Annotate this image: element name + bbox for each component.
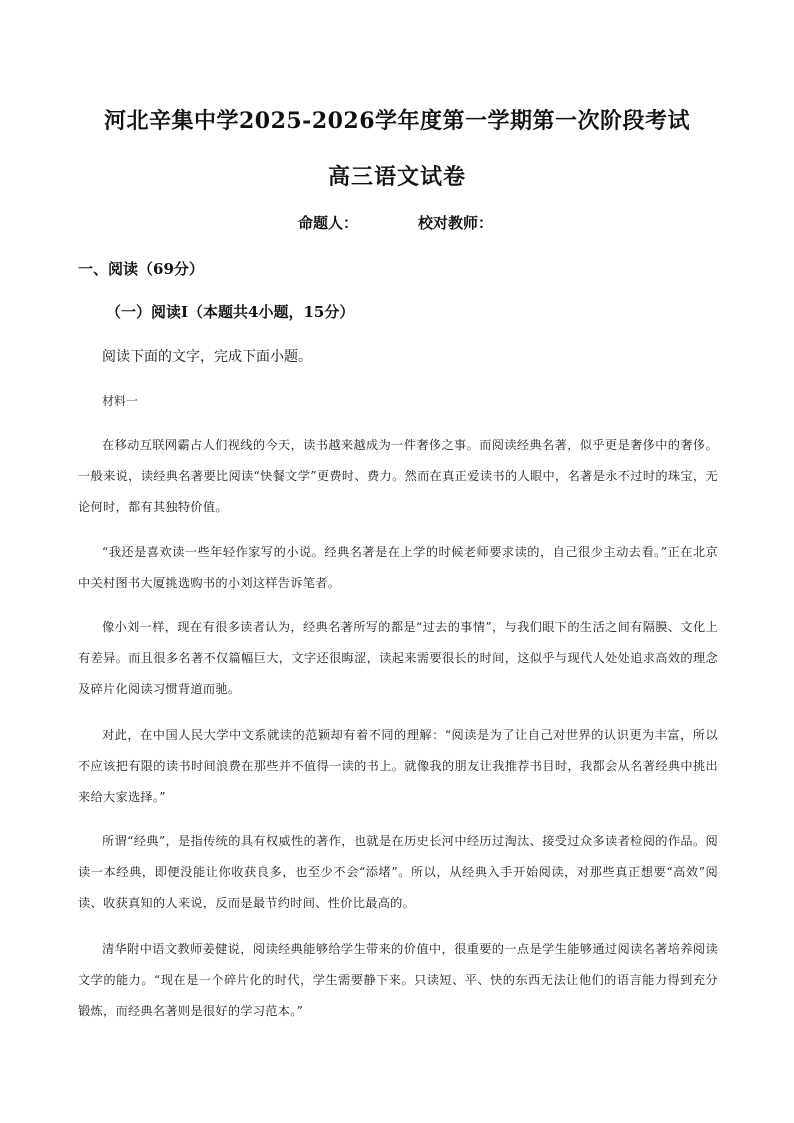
instruction-text: 阅读下面的文字，完成下面小题。: [102, 349, 312, 365]
exam-subtitle: 高三语文试卷: [327, 164, 466, 190]
paragraph-4: 对此，在中国人民大学中文系就读的范颖却有着不同的理解：“阅读是为了让自己对世界的认识更为丰富，所以不应该把有限的读书时间浪费在那些并不值得一读的书上。就像我的朋友让我推荐书目时，我都会从名著经典中挑出来给大家选择。”: [78, 728, 718, 804]
paragraph-3: 像小刘一样，现在有很多读者认为，经典名著所写的都是“过去的事情”，与我们眼下的生活之间有隔膜、文化上有差异。而且很多名著不仅篇幅巨大，文字还很晦涩，读起来需要很长的时间，这似乎与现代人处处追求高效的理念及碎片化阅读习惯背道而驰。: [78, 620, 718, 696]
exam-title: 河北辛集中学2025-2026学年度第一学期第一次阶段考试: [103, 108, 691, 134]
section-subheading: （一）阅读Ⅰ（本题共4小题，15分）: [106, 303, 355, 321]
paragraph-5: 所谓“经典”，是指传统的具有权威性的著作，也就是在历史长河中经历过淘汰、接受过众多读者检阅的作品。阅读一本经典，即便没能让你收获良多，也至少不会“添堵”。所以，从经典入手开始阅读，对那些真正想要“高效”阅读、收获真知的人来说，反而是最节约时间、性价比最高的。: [78, 834, 718, 910]
setter-label: 命题人：: [298, 214, 359, 232]
paragraph-6: 清华附中语文教师姜健说，阅读经典能够给学生带来的价值中，很重要的一点是学生能够通过阅读名著培养阅读文学的能力。“现在是一个碎片化的时代，学生需要静下来。只读短、平、快的东西无法让他们的语言能力得到充分锻炼，而经典名著则是很好的学习范本。”: [78, 942, 718, 1018]
material-label: 材料一: [102, 394, 139, 408]
paragraph-2: “我还是喜欢读一些年轻作家写的小说。经典名著是在上学的时候老师要求读的，自己很少主动去看。”正在北京中关村图书大厦挑选购书的小刘这样告诉笔者。: [78, 545, 718, 590]
paragraph-1: 在移动互联网霸占人们视线的今天，读书越来越成为一件奢侈之事。而阅读经典名著，似乎更是奢侈中的奢侈。一般来说，读经典名著要比阅读“快餐文学”更费时、费力。然而在真正爱读书的人眼中，名著是永不过时的珠宝，无论何时，都有其独特价值。: [78, 438, 718, 514]
proofreader-label: 校对教师：: [418, 214, 494, 232]
section-heading: 一、阅读（69分）: [78, 260, 204, 278]
